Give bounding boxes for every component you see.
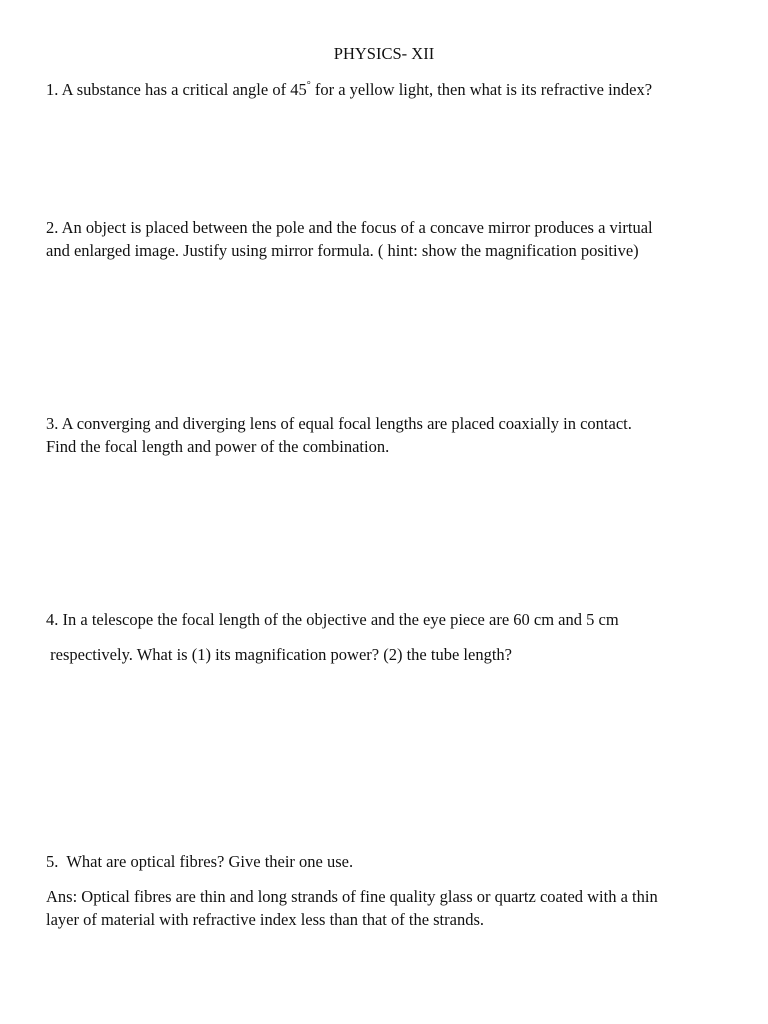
question-4-line-2: respectively. What is (1) its magnification power? (2) the tube length? [46, 645, 512, 664]
question-1-text-start: 1. A substance has a critical angle of 45 [46, 80, 307, 99]
document-title: PHYSICS- XII [333, 44, 435, 63]
answer-5-line-2: layer of material with refractive index less than that of the strands. [46, 910, 485, 929]
degree-symbol: ° [306, 80, 311, 91]
question-1 [46, 78, 652, 101]
question-2-line-2: and enlarged image. Justify using mirror formula. ( hint: show the magnification positive) [46, 241, 639, 260]
question-2-line-1: 2. An object is placed between the pole and the focus of a concave mirror produces a virtual [46, 218, 653, 237]
question-3-line-2: Find the focal length and power of the combination. [46, 437, 390, 456]
question-3-line-1: 3. A converging and diverging lens of equal focal lengths are placed coaxially in contact. [46, 414, 632, 433]
question-4-line-1: 4. In a telescope the focal length of the objective and the eye piece are 60 cm and 5 cm [46, 610, 619, 629]
question-1-text-end: for a yellow light, then what is its refractive index? [310, 80, 653, 99]
question-5: 5. What are optical fibres? Give their one use. [46, 852, 354, 871]
answer-5-line-1: Ans: Optical fibres are thin and long strands of fine quality glass or quartz coated with a thin [46, 887, 658, 906]
